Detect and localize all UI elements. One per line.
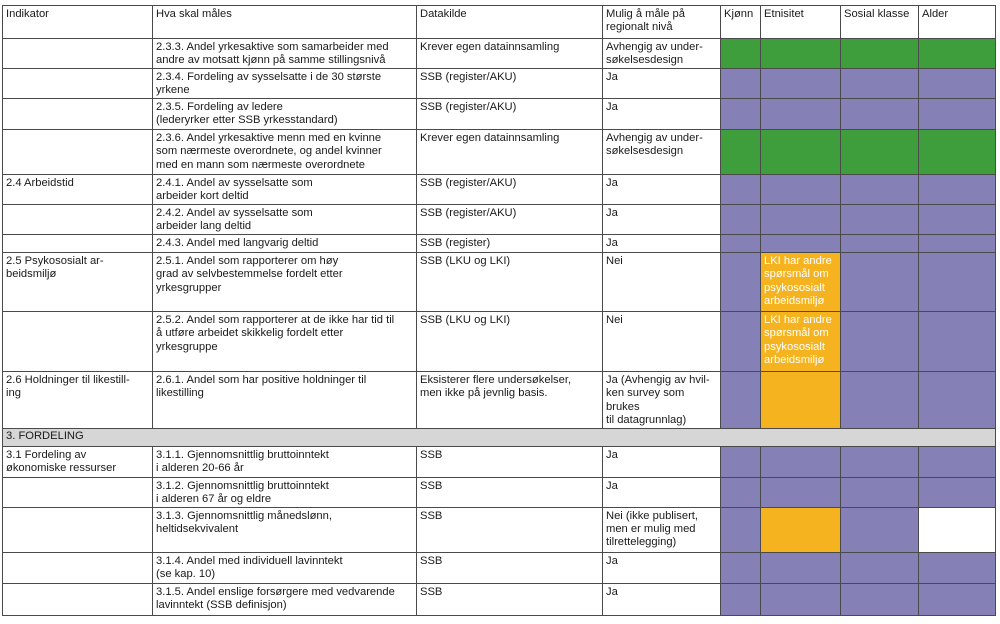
kjonn-cell [721,99,761,130]
header-indikator: Indikator [3,6,153,39]
kjonn-cell [721,69,761,99]
table-row [3,205,996,235]
measure-cell: 3.1.4. Andel med individuell lavinntekt (se kap. 10) [153,552,417,583]
table-row [3,69,996,99]
section-heading: 3. FORDELING [3,428,996,446]
alder-cell [919,205,996,235]
alder-cell [919,235,996,253]
indicator-table [2,5,996,616]
alder-cell [919,175,996,205]
regional-cell: Ja [603,477,721,507]
etnisitet-cell [761,69,841,99]
regional-cell: Nei [603,312,721,372]
source-cell: SSB (register/AKU) [417,69,603,99]
kjonn-cell [721,235,761,253]
sosial-klasse-cell [841,253,919,312]
source-cell: Krever egen datainnsamling [417,39,603,69]
table-row [3,507,996,552]
indicator-cell [3,507,153,552]
alder-cell [919,446,996,477]
etnisitet-cell [761,99,841,130]
measure-cell: 2.3.4. Fordeling av sysselsatte i de 30 største yrkene [153,69,417,99]
alder-cell [919,372,996,429]
etnisitet-cell: LKI har andre spørsmål om psykososialt arbeidsmiljø [761,253,841,312]
table-row [3,235,996,253]
etnisitet-cell [761,446,841,477]
sosial-klasse-cell [841,205,919,235]
indicator-cell [3,69,153,99]
sosial-klasse-cell [841,39,919,69]
kjonn-cell [721,507,761,552]
source-cell: SSB (register) [417,235,603,253]
measure-cell: 2.3.5. Fordeling av ledere (lederyrker etter SSB yrkesstandard) [153,99,417,130]
measure-cell: 3.1.1. Gjennomsnittlig bruttoinntekt i alderen 20-66 år [153,446,417,477]
table-row [3,552,996,583]
regional-cell: Nei (ikke publisert, men er mulig med tilrettelegging) [603,507,721,552]
kjonn-cell [721,312,761,372]
indicator-cell [3,205,153,235]
table-row [3,253,996,312]
indicator-cell: 2.4 Arbeidstid [3,175,153,205]
indicator-cell [3,477,153,507]
header-sosial-klasse: Sosial klasse [841,6,919,39]
etnisitet-cell [761,583,841,615]
table-row [3,372,996,429]
regional-cell: Nei [603,253,721,312]
alder-cell [919,253,996,312]
alder-cell [919,507,996,552]
table-row [3,99,996,130]
kjonn-cell [721,552,761,583]
measure-cell: 2.4.3. Andel med langvarig deltid [153,235,417,253]
indicator-cell [3,583,153,615]
regional-cell: Ja [603,175,721,205]
measure-cell: 3.1.5. Andel enslige forsørgere med vedvarende lavinntekt (SSB definisjon) [153,583,417,615]
measure-cell: 3.1.3. Gjennomsnittlig månedslønn, heltidsekvivalent [153,507,417,552]
alder-cell [919,39,996,69]
alder-cell [919,69,996,99]
sosial-klasse-cell [841,552,919,583]
indicator-cell [3,130,153,175]
measure-cell: 2.6.1. Andel som har positive holdninger til likestilling [153,372,417,429]
kjonn-cell [721,39,761,69]
sosial-klasse-cell [841,446,919,477]
etnisitet-cell [761,372,841,429]
section-row [3,428,996,446]
indicator-cell [3,235,153,253]
measure-cell: 2.5.2. Andel som rapporterer at de ikke har tid til å utføre arbeidet skikkelig fordelt etter yrkesgruppe [153,312,417,372]
regional-cell: Ja [603,205,721,235]
regional-cell: Ja [603,235,721,253]
indicator-cell [3,39,153,69]
indicator-cell: 3.1 Fordeling av økonomiske ressurser [3,446,153,477]
regional-cell: Ja [603,69,721,99]
source-cell: SSB [417,552,603,583]
source-cell: SSB (LKU og LKI) [417,253,603,312]
sosial-klasse-cell [841,583,919,615]
measure-cell: 2.3.6. Andel yrkesaktive menn med en kvinne som nærmeste overordnete, og andel kvinner med en mann som nærmeste overordnete [153,130,417,175]
kjonn-cell [721,130,761,175]
sosial-klasse-cell [841,372,919,429]
regional-cell: Avhengig av under- søkelsesdesign [603,39,721,69]
kjonn-cell [721,372,761,429]
measure-cell: 2.4.1. Andel av sysselsatte som arbeider kort deltid [153,175,417,205]
source-cell: SSB [417,477,603,507]
sosial-klasse-cell [841,130,919,175]
header-etnisitet: Etnisitet [761,6,841,39]
etnisitet-cell [761,175,841,205]
kjonn-cell [721,477,761,507]
source-cell: SSB (register/AKU) [417,99,603,130]
section-body [3,428,996,446]
regional-cell: Ja [603,99,721,130]
source-cell: SSB [417,583,603,615]
source-cell: SSB [417,446,603,477]
etnisitet-cell [761,477,841,507]
measure-cell: 3.1.2. Gjennomsnittlig bruttoinntekt i alderen 67 år og eldre [153,477,417,507]
kjonn-cell [721,253,761,312]
source-cell: SSB (register/AKU) [417,205,603,235]
header-kjonn: Kjønn [721,6,761,39]
sosial-klasse-cell [841,312,919,372]
etnisitet-cell [761,39,841,69]
table-body-1 [3,39,996,429]
header-regionalt: Mulig å måle på regionalt nivå [603,6,721,39]
table-body-2 [3,446,996,615]
header-alder: Alder [919,6,996,39]
header-datakilde: Datakilde [417,6,603,39]
alder-cell [919,99,996,130]
sosial-klasse-cell [841,235,919,253]
kjonn-cell [721,205,761,235]
measure-cell: 2.4.2. Andel av sysselsatte som arbeider lang deltid [153,205,417,235]
etnisitet-cell [761,507,841,552]
alder-cell [919,130,996,175]
table-row [3,39,996,69]
kjonn-cell [721,175,761,205]
regional-cell: Ja [603,552,721,583]
source-cell: SSB (LKU og LKI) [417,312,603,372]
indicator-cell [3,99,153,130]
kjonn-cell [721,446,761,477]
sosial-klasse-cell [841,69,919,99]
table-row [3,175,996,205]
source-cell: Eksisterer flere undersøkelser, men ikke på jevnlig basis. [417,372,603,429]
indicator-cell [3,312,153,372]
alder-cell [919,477,996,507]
measure-cell: 2.3.3. Andel yrkesaktive som samarbeider med andre av motsatt kjønn på samme stillingsnivå [153,39,417,69]
regional-cell: Avhengig av under- søkelsesdesign [603,130,721,175]
indicator-cell [3,552,153,583]
etnisitet-cell: LKI har andre spørsmål om psykososialt arbeidsmiljø [761,312,841,372]
sosial-klasse-cell [841,477,919,507]
table-row [3,130,996,175]
etnisitet-cell [761,205,841,235]
table-row [3,312,996,372]
etnisitet-cell [761,130,841,175]
etnisitet-cell [761,235,841,253]
source-cell: Krever egen datainnsamling [417,130,603,175]
sosial-klasse-cell [841,175,919,205]
measure-cell: 2.5.1. Andel som rapporterer om høy grad av selvbestemmelse fordelt etter yrkesgrupper [153,253,417,312]
table-row [3,446,996,477]
kjonn-cell [721,583,761,615]
source-cell: SSB (register/AKU) [417,175,603,205]
indicator-cell: 2.5 Psykososialt ar- beidsmiljø [3,253,153,312]
table-row [3,583,996,615]
table-row [3,477,996,507]
regional-cell: Ja [603,446,721,477]
header-hva: Hva skal måles [153,6,417,39]
indicator-cell: 2.6 Holdninger til likestill- ing [3,372,153,429]
sosial-klasse-cell [841,99,919,130]
regional-cell: Ja (Avhengig av hvil- ken survey som brukes til datagrunnlag) [603,372,721,429]
alder-cell [919,552,996,583]
regional-cell: Ja [603,583,721,615]
source-cell: SSB [417,507,603,552]
sosial-klasse-cell [841,507,919,552]
header-row [3,6,996,39]
alder-cell [919,583,996,615]
etnisitet-cell [761,552,841,583]
alder-cell [919,312,996,372]
